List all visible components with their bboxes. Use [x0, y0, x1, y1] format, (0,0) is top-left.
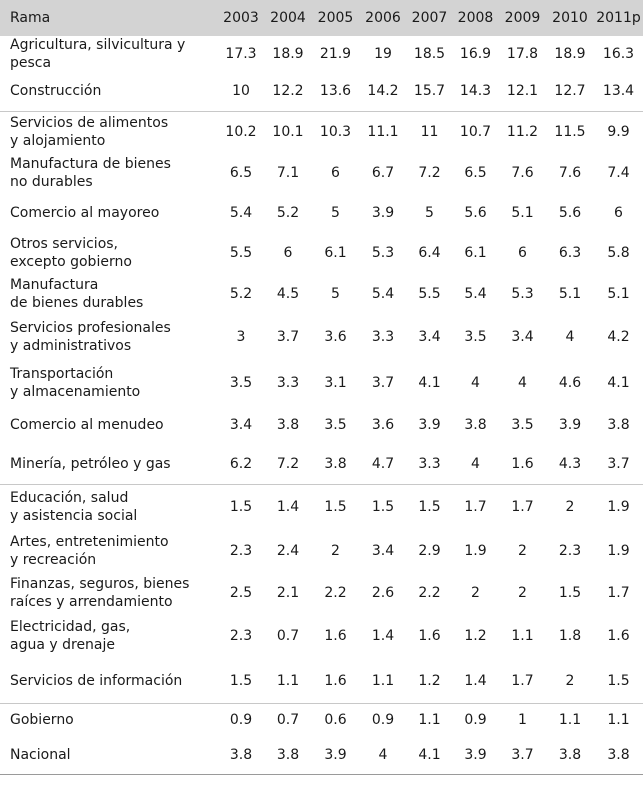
cell-value: 3.5 [464, 328, 487, 345]
cell-value: 5.1 [607, 286, 630, 302]
cell-value: 18.9 [272, 46, 304, 62]
cell-value: 10.3 [319, 123, 352, 140]
cell-value: 2 [331, 543, 340, 559]
cell-value: 1.5 [218, 659, 264, 703]
cell-value: 3.4 [371, 543, 395, 559]
row-label-line: y asistencia social [10, 507, 138, 524]
table-header-row [0, 0, 643, 36]
cell-value: 2.6 [371, 585, 395, 601]
cell-value: 3.6 [371, 417, 395, 433]
table-row [0, 529, 643, 573]
cell-value: 2.2 [324, 585, 347, 601]
cell-value: 19 [374, 46, 392, 62]
cell-value: 7.1 [276, 164, 300, 181]
row-label-line: y almacenamiento [10, 383, 141, 400]
cell-value: 6.5 [229, 164, 253, 181]
table-row [0, 72, 643, 111]
cell-value: 1.4 [452, 659, 499, 703]
cell-value: 2.2 [418, 585, 441, 601]
cell-value: 4 [452, 444, 499, 484]
row-label [0, 406, 218, 444]
row-label [0, 359, 218, 406]
cell-value: 3.8 [312, 444, 359, 484]
cell-value: 0.7 [276, 712, 300, 729]
cell-value: 1.4 [276, 498, 300, 515]
cell-value: 6 [614, 204, 623, 221]
cell-value: 3.1 [324, 374, 347, 391]
cell-value: 0.9 [371, 712, 395, 729]
cell-value: 1.5 [594, 659, 643, 703]
cell-value: 4 [471, 374, 480, 391]
row-label [0, 659, 218, 703]
table-row [0, 484, 643, 529]
cell-value: 3.5 [511, 417, 534, 433]
cell-value: 3.8 [607, 417, 630, 433]
cell-value: 4.5 [276, 286, 300, 302]
cell-value: 1.5 [229, 498, 253, 515]
cell-value: 3.6 [324, 328, 347, 345]
cell-value: 6 [283, 245, 293, 261]
header-year: 2005 [317, 10, 354, 26]
row-label-line: agua y drenaje [10, 637, 116, 653]
cell-value: 5 [425, 204, 434, 221]
row-label [0, 314, 218, 359]
cell-value: 1.6 [499, 444, 546, 484]
cell-value: 3.9 [371, 204, 395, 221]
cell-value: 12.2 [264, 72, 312, 111]
cell-value: 1.9 [607, 543, 630, 559]
cell-value: 5.3 [511, 286, 534, 302]
cell-value: 7.6 [511, 164, 534, 181]
cell-value: 5.8 [607, 245, 630, 261]
cell-value: 5 [331, 204, 340, 221]
cell-value: 1.2 [464, 628, 487, 644]
cell-value: 6.2 [218, 444, 264, 484]
row-label-line: Gobierno [10, 712, 74, 729]
cell-value: 3.7 [276, 328, 300, 345]
row-label-line: Nacional [10, 747, 71, 764]
cell-value: 6.1 [324, 245, 347, 261]
table-row [0, 111, 643, 152]
row-label [0, 573, 218, 613]
cell-value: 3.5 [229, 374, 253, 391]
cell-value: 2 [471, 585, 480, 601]
table-row [0, 659, 643, 703]
row-label-line: y recreación [10, 552, 97, 568]
cell-value: 1.9 [464, 543, 487, 559]
cell-value: 12.7 [546, 72, 594, 111]
cell-value: 1 [518, 712, 527, 729]
cell-value: 7.4 [607, 164, 630, 181]
cell-value: 3.8 [464, 417, 487, 433]
cell-value: 5 [331, 286, 340, 302]
row-label-line: y administrativos [10, 337, 132, 354]
table-row [0, 359, 643, 406]
cell-value: 5.5 [229, 245, 253, 261]
cell-value: 3.4 [511, 328, 534, 345]
row-label [0, 36, 218, 72]
cell-value: 2.3 [229, 628, 253, 644]
header-year: 2011p [596, 10, 641, 26]
row-label-line: Comercio al mayoreo [10, 204, 160, 221]
row-label-line: Manufactura [10, 277, 99, 293]
cell-value: 14.3 [452, 72, 499, 111]
row-label-line: Transportación [10, 365, 114, 382]
cell-value: 5.1 [558, 286, 582, 302]
cell-value: 1.6 [312, 659, 359, 703]
cell-value: 16.9 [459, 46, 492, 62]
cell-value: 3.9 [324, 747, 347, 764]
row-label [0, 232, 218, 274]
cell-value: 1.1 [511, 628, 534, 644]
cell-value: 3 [236, 328, 246, 345]
table-row [0, 737, 643, 774]
cell-value: 1.9 [607, 498, 630, 515]
row-label-line: Servicios de alimentos [10, 114, 169, 131]
cell-value: 3.9 [418, 417, 441, 433]
table-row [0, 193, 643, 232]
cell-value: 3.7 [594, 444, 643, 484]
cell-value: 18.9 [554, 46, 586, 62]
cell-value: 4.1 [418, 374, 441, 391]
cell-value: 1.5 [558, 585, 582, 601]
row-label [0, 529, 218, 573]
cell-value: 6.7 [371, 164, 395, 181]
cell-value: 5.2 [229, 286, 253, 302]
header-year: 2010 [552, 10, 588, 26]
cell-value: 14.2 [359, 72, 407, 111]
cell-value: 17.8 [506, 46, 539, 62]
cell-value: 5.3 [371, 245, 395, 261]
cell-value: 1.5 [324, 498, 347, 515]
table-row [0, 573, 643, 613]
cell-value: 2 [546, 659, 594, 703]
cell-value: 21.9 [319, 46, 352, 62]
cell-value: 6.5 [464, 164, 487, 181]
row-label-line: Servicios profesionales [10, 319, 171, 336]
row-label-line: Agricultura, silvicultura y pesca [10, 37, 186, 71]
header-year: 2004 [270, 10, 306, 26]
cell-value: 1.1 [264, 659, 312, 703]
cell-value: 3.8 [276, 417, 300, 433]
header-year: 2006 [365, 10, 401, 26]
cell-value: 2 [518, 543, 527, 559]
cell-value: 1.1 [359, 659, 407, 703]
cell-value: 4.3 [546, 444, 594, 484]
cell-value: 1.5 [371, 498, 395, 515]
cell-value: 1.7 [607, 585, 630, 601]
cell-value: 0.6 [324, 712, 347, 729]
row-label-line: Servicios de información [10, 672, 183, 689]
cell-value: 6 [331, 164, 340, 181]
table-row [0, 703, 643, 737]
table-row [0, 152, 643, 193]
cell-value: 1.6 [418, 628, 441, 644]
cell-value: 0.9 [464, 712, 487, 729]
table-row [0, 232, 643, 274]
row-label-line: Otros servicios, [10, 236, 119, 252]
cell-value: 10.7 [459, 123, 492, 140]
cell-value: 2 [565, 498, 575, 515]
cell-value: 2.5 [229, 585, 253, 601]
cell-value: 3.3 [407, 444, 452, 484]
row-label-line: Artes, entretenimiento [10, 534, 169, 550]
row-label [0, 72, 218, 111]
header-year: 2003 [223, 10, 259, 26]
cell-value: 4.2 [607, 328, 630, 345]
cell-value: 3.8 [229, 747, 253, 764]
cell-value: 1.7 [464, 498, 487, 515]
cell-value: 4.1 [418, 747, 441, 764]
cell-value: 12.1 [499, 72, 546, 111]
cell-value: 6 [518, 245, 527, 261]
cell-value: 4 [378, 747, 388, 764]
cell-value: 5.4 [229, 204, 253, 221]
row-label-line: Electricidad, gas, [10, 619, 131, 635]
cell-value: 3.8 [276, 747, 300, 764]
row-label [0, 152, 218, 193]
row-label [0, 444, 218, 484]
cell-value: 1.4 [371, 628, 395, 644]
row-label [0, 193, 218, 232]
cell-value: 3.4 [229, 417, 253, 433]
cell-value: 5.2 [276, 204, 300, 221]
cell-value: 4.1 [607, 374, 630, 391]
header-year: 2008 [457, 10, 494, 26]
cell-value: 3.8 [558, 747, 582, 764]
cell-value: 16.3 [602, 46, 635, 62]
row-label-line: Comercio al menudeo [10, 417, 164, 433]
cell-value: 0.7 [276, 628, 300, 644]
cell-value: 17.3 [225, 46, 257, 62]
cell-value: 7.6 [558, 164, 582, 181]
cell-value: 2.9 [418, 543, 441, 559]
cell-value: 7.2 [264, 444, 312, 484]
cell-value: 5.1 [511, 204, 534, 221]
cell-value: 3.9 [464, 747, 487, 764]
cell-value: 11.1 [367, 123, 399, 140]
cell-value: 3.5 [324, 417, 347, 433]
cell-value: 5.6 [464, 204, 487, 221]
cell-value: 13.6 [312, 72, 359, 111]
cell-value: 1.7 [499, 659, 546, 703]
row-label-line: Finanzas, seguros, bienes [10, 576, 190, 592]
cell-value: 3.7 [371, 374, 395, 391]
cell-value: 5.6 [558, 204, 582, 221]
cell-value: 2.1 [276, 585, 300, 601]
table-row [0, 314, 643, 359]
cell-value: 9.9 [607, 123, 630, 140]
table-body [0, 36, 643, 774]
cell-value: 3.9 [558, 417, 582, 433]
row-label [0, 484, 218, 529]
cell-value: 6.3 [558, 245, 582, 261]
table-row [0, 406, 643, 444]
cell-value: 10.2 [225, 123, 257, 140]
cell-value: 1.5 [418, 498, 441, 515]
row-label-line: Educación, salud [10, 489, 129, 506]
cell-value: 3.4 [418, 328, 441, 345]
row-label-line: no durables [10, 173, 93, 190]
cell-value: 0.9 [229, 712, 253, 729]
table-row [0, 36, 643, 72]
cell-value: 2 [518, 585, 527, 601]
row-label [0, 737, 218, 774]
cell-value: 1.8 [558, 628, 582, 644]
cell-value: 5.4 [464, 286, 487, 302]
cell-value: 18.5 [413, 46, 446, 62]
table-row [0, 274, 643, 314]
cell-value: 1.7 [511, 498, 534, 515]
table-row [0, 444, 643, 484]
cell-value: 1.2 [407, 659, 452, 703]
cell-value: 1.1 [607, 712, 630, 729]
cell-value: 4.6 [558, 374, 582, 391]
row-label-line: Construcción [10, 83, 102, 100]
cell-value: 13.4 [594, 72, 643, 111]
cell-value: 7.2 [418, 164, 441, 181]
row-label-line: Manufactura de bienes [10, 155, 171, 172]
cell-value: 5.4 [371, 286, 395, 302]
cell-value: 4 [518, 374, 527, 391]
cell-value: 11 [420, 123, 439, 140]
row-label-line: de bienes durables [10, 295, 144, 311]
cell-value: 1.1 [558, 712, 582, 729]
cell-value: 3.8 [607, 747, 630, 764]
cell-value: 2.4 [276, 543, 300, 559]
row-label-line: y alojamiento [10, 132, 106, 149]
cell-value: 1.6 [607, 628, 630, 644]
row-label [0, 274, 218, 314]
header-rama: Rama [10, 10, 51, 26]
cell-value: 4.7 [359, 444, 407, 484]
cell-value: 11.5 [554, 123, 586, 140]
header-year: 2007 [411, 10, 448, 26]
cell-value: 10 [218, 72, 264, 111]
cell-value: 2.3 [558, 543, 582, 559]
cell-value: 1.1 [418, 712, 441, 729]
cell-value: 4 [565, 328, 575, 345]
row-label [0, 703, 218, 737]
cell-value: 15.7 [407, 72, 452, 111]
row-label-line: Minería, petróleo y gas [10, 455, 171, 472]
row-label [0, 613, 218, 659]
cell-value: 6.4 [418, 245, 441, 261]
cell-value: 3.3 [276, 374, 300, 391]
cell-value: 2.3 [229, 543, 253, 559]
table-row [0, 613, 643, 659]
cell-value: 10.1 [272, 123, 304, 140]
row-label-line: raíces y arrendamiento [10, 594, 173, 610]
row-label-line: excepto gobierno [10, 254, 132, 270]
cell-value: 5.5 [418, 286, 441, 302]
header-year: 2009 [504, 10, 541, 26]
cell-value: 1.6 [324, 628, 347, 644]
cell-value: 11.2 [506, 123, 539, 140]
cell-value: 6.1 [464, 245, 487, 261]
cell-value: 3.3 [371, 328, 395, 345]
cell-value: 3.7 [511, 747, 534, 764]
row-label [0, 111, 218, 152]
